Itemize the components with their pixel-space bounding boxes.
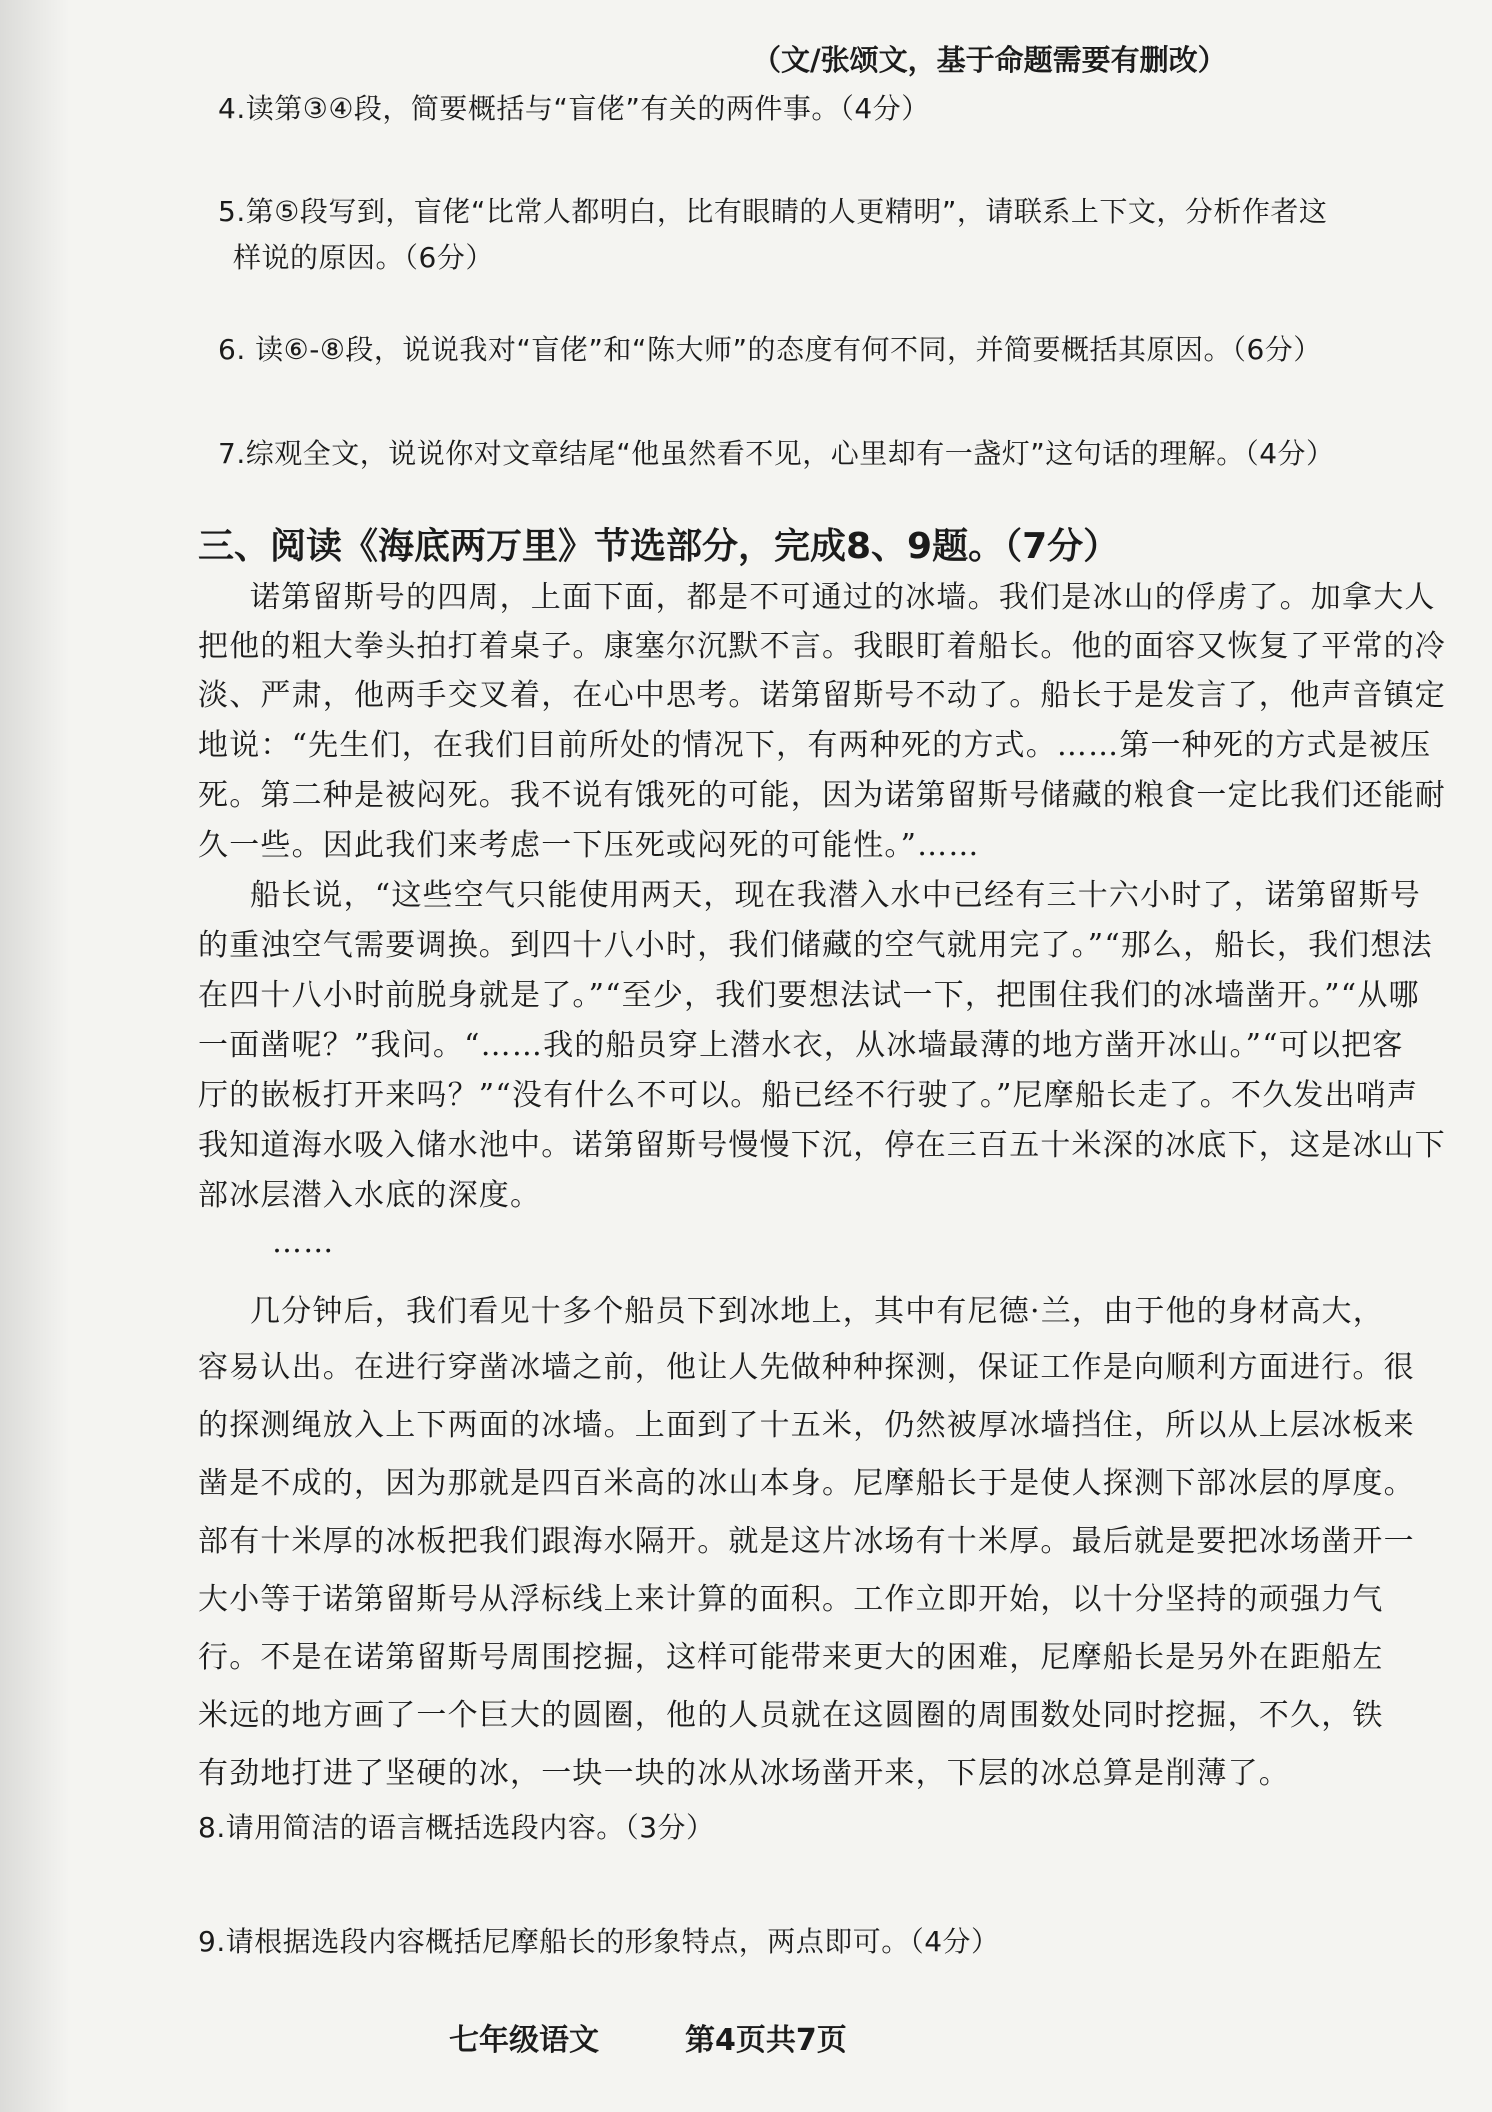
- scan-shadow: [0, 0, 70, 2112]
- passage-line: 米远的地方画了一个巨大的圆圈，他的人员就在这圆圈的周围数处同时挖掘，不久，铁: [198, 1698, 1384, 1733]
- passage-line: 几分钟后，我们看见十多个船员下到冰地上，其中有尼德·兰，由于他的身材高大，: [250, 1294, 1384, 1329]
- passage-line: 一面凿呢？”我问。“……我的船员穿上潜水衣，从冰墙最薄的地方凿开冰山。”“可以把客: [198, 1028, 1404, 1063]
- page-footer: [449, 2015, 847, 2059]
- passage-line: 船长说，“这些空气只能使用两天，现在我潜入水中已经有三十六小时了，诺第留斯号: [250, 878, 1421, 913]
- source-note: （文/张颂文，基于命题需要有删改）: [752, 43, 1227, 77]
- passage-line: 凿是不成的，因为那就是四百米高的冰山本身。尼摩船长于是使人探测下部冰层的厚度。: [198, 1466, 1415, 1501]
- question-6: 6. 读⑥-⑧段，说说我对“盲佬”和“陈大师”的态度有何不同，并简要概括其原因。（6分）: [218, 333, 1322, 366]
- question-5: 5.第⑤段写到，盲佬“比常人都明白，比有眼睛的人更精明”，请联系上下文，分析作者这: [218, 195, 1328, 228]
- passage-line: 有劲地打进了坚硬的冰，一块一块的冰从冰场凿开来，下层的冰总算是削薄了。: [198, 1756, 1290, 1791]
- passage-line: 诺第留斯号的四周，上面下面，都是不可通过的冰墙。我们是冰山的俘虏了。加拿大人: [250, 580, 1436, 615]
- footer-subject: 七年级语文: [449, 2023, 599, 2058]
- passage-line: 行。不是在诺第留斯号周围挖掘，这样可能带来更大的困难，尼摩船长是另外在距船左: [198, 1640, 1384, 1675]
- passage-ellipsis: ……: [272, 1225, 335, 1260]
- passage-line: 死。第二种是被闷死。我不说有饿死的可能，因为诺第留斯号储藏的粮食一定比我们还能耐: [198, 778, 1446, 813]
- question-5-cont: 样说的原因。（6分）: [233, 241, 494, 274]
- question-8: 8.请用简洁的语言概括选段内容。（3分）: [198, 1811, 715, 1844]
- passage-line: 我知道海水吸入储水池中。诺第留斯号慢慢下沉，停在三百五十米深的冰底下，这是冰山下: [198, 1128, 1446, 1163]
- passage-line: 把他的粗大拳头拍打着桌子。康塞尔沉默不言。我眼盯着船长。他的面容又恢复了平常的冷: [198, 629, 1446, 664]
- section-3-title: 三、阅读《海底两万里》节选部分，完成8、9题。（7分）: [198, 526, 1120, 567]
- footer-page-number: 第4页共7页: [685, 2023, 847, 2058]
- question-7: 7.综观全文，说说你对文章结尾“他虽然看不见，心里却有一盏灯”这句话的理解。（4分）: [218, 437, 1335, 470]
- passage-line: 部冰层潜入水底的深度。: [198, 1178, 542, 1213]
- passage-line: 久一些。因此我们来考虑一下压死或闷死的可能性。”……: [198, 828, 980, 863]
- passage-line: 厅的嵌板打开来吗？”“没有什么不可以。船已经不行驶了。”尼摩船长走了。不久发出哨声: [198, 1078, 1419, 1113]
- passage-line: 容易认出。在进行穿凿冰墙之前，他让人先做种种探测，保证工作是向顺利方面进行。很: [198, 1350, 1415, 1385]
- passage-line: 的重浊空气需要调换。到四十八小时，我们储藏的空气就用完了。”“那么，船长，我们想法: [198, 928, 1433, 963]
- passage-line: 的探测绳放入上下两面的冰墙。上面到了十五米，仍然被厚冰墙挡住，所以从上层冰板来: [198, 1408, 1415, 1443]
- question-4: 4.读第③④段，简要概括与“盲佬”有关的两件事。（4分）: [218, 92, 930, 125]
- passage-line: 部有十米厚的冰板把我们跟海水隔开。就是这片冰场有十米厚。最后就是要把冰场凿开一: [198, 1524, 1415, 1559]
- question-9: 9.请根据选段内容概括尼摩船长的形象特点，两点即可。（4分）: [198, 1925, 1000, 1958]
- passage-line: 大小等于诺第留斯号从浮标线上来计算的面积。工作立即开始，以十分坚持的顽强力气: [198, 1582, 1384, 1617]
- passage-line: 地说：“先生们，在我们目前所处的情况下，有两种死的方式。……第一种死的方式是被压: [198, 728, 1432, 763]
- passage-line: 在四十八小时前脱身就是了。”“至少，我们要想法试一下，把围住我们的冰墙凿开。”“从哪: [198, 978, 1420, 1013]
- passage-line: 淡、严肃，他两手交叉着，在心中思考。诺第留斯号不动了。船长于是发言了，他声音镇定: [198, 678, 1446, 713]
